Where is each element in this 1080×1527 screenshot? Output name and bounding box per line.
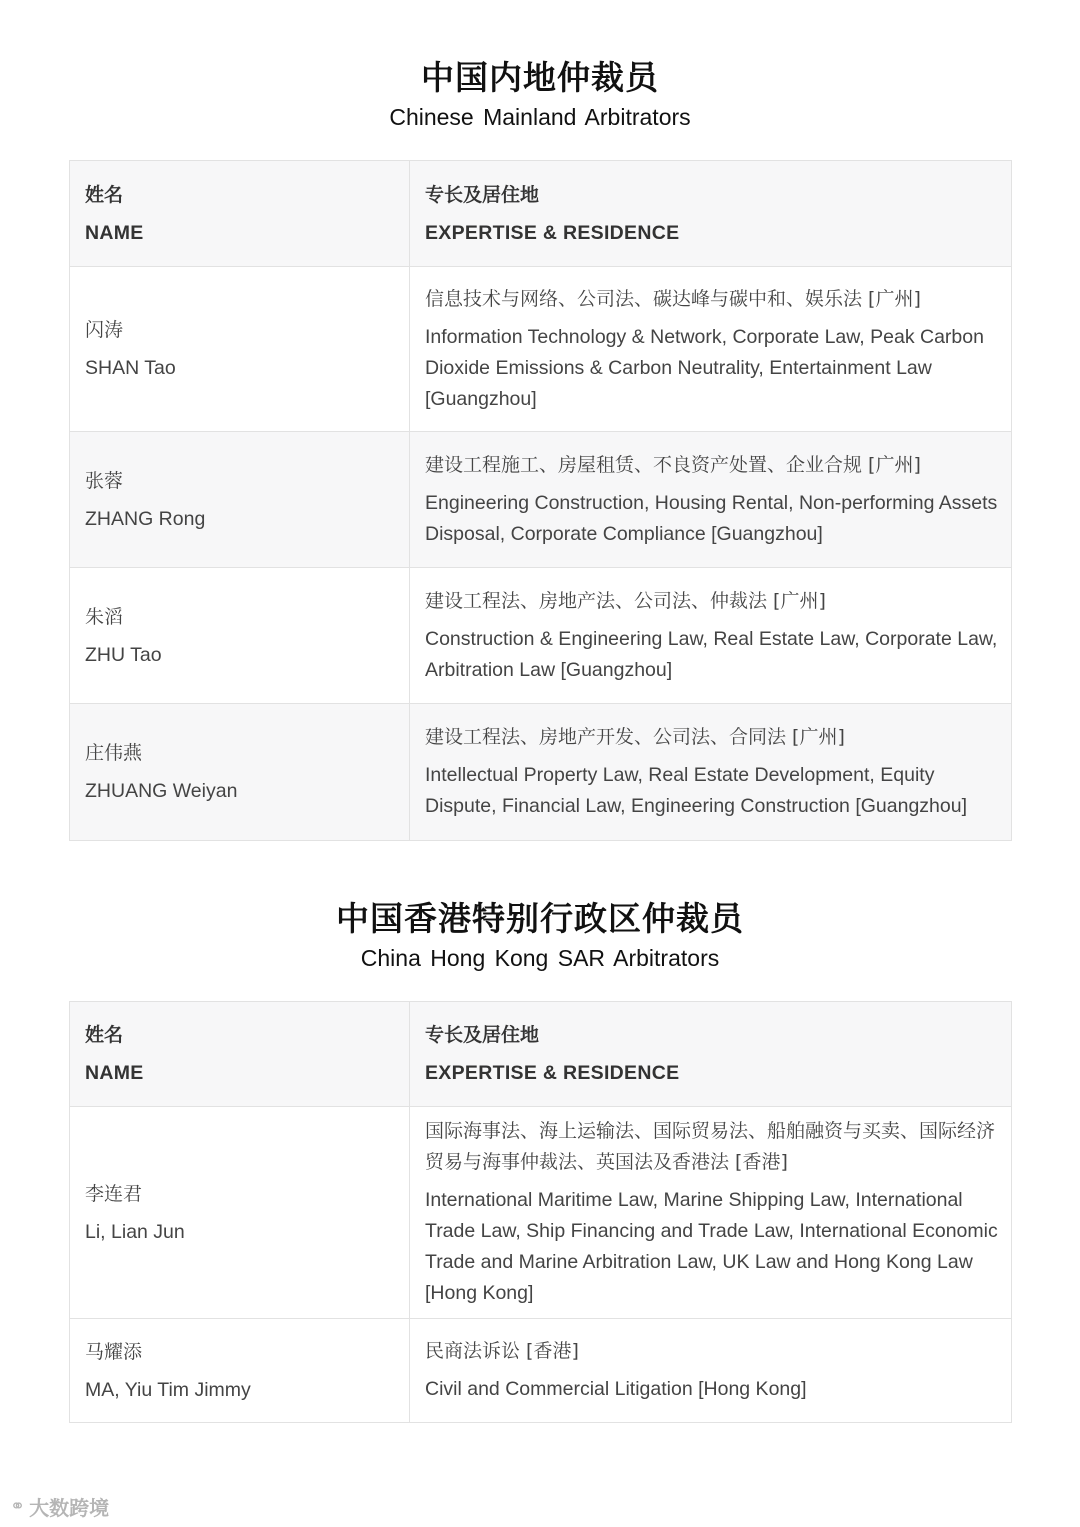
expertise-en: Civil and Commercial Litigation [Hong Kong] [425, 1378, 807, 1400]
arbitrator-name-cell [70, 704, 410, 840]
expertise-zh: 建设工程法、房地产法、公司法、仲裁法 [广州] [425, 589, 826, 612]
hongkong-arbitrators-table [69, 1001, 1012, 1423]
arbitrator-name-zh: 马耀添 [85, 1340, 143, 1363]
arbitrator-name-cell [70, 1107, 410, 1318]
arbitrator-expertise-cell [410, 704, 1011, 840]
expertise-en: Intellectual Property Law, Real Estate Development, Equity Dispute, Financial Law, Engineering Construction [Guangzhou] [425, 764, 967, 817]
table-row [70, 267, 1011, 432]
arbitrator-name-en: MA, Yiu Tim Jimmy [85, 1378, 251, 1401]
expertise-zh: 信息技术与网络、公司法、碳达峰与碳中和、娱乐法 [广州] [425, 287, 921, 310]
header-name-en: NAME [85, 221, 144, 244]
arbitrator-name-en: ZHUANG Weiyan [85, 780, 238, 802]
expertise-en: Information Technology & Network, Corporate Law, Peak Carbon Dioxide Emissions & Carbon Neutrality, Entertainment Law [Guangzhou] [425, 325, 984, 410]
header-name-cell [70, 161, 410, 266]
arbitrator-name-cell [70, 1319, 410, 1422]
arbitrator-name-zh: 李连君 [85, 1182, 143, 1205]
table-row [70, 1107, 1011, 1319]
header-name-zh: 姓名 [85, 183, 124, 206]
arbitrator-name-en: ZHU Tao [85, 643, 162, 666]
expertise-zh: 建设工程施工、房屋租赁、不良资产处置、企业合规 [广州] [425, 453, 921, 476]
footer-logo-text: 大数跨境 [29, 1496, 110, 1520]
arbitrator-expertise-cell [410, 432, 1011, 567]
expertise-en: Construction & Engineering Law, Real Estate Law, Corporate Law, Arbitration Law [Guangzhou] [425, 627, 998, 681]
header-expertise-cell [410, 1002, 1011, 1106]
arbitrator-name-zh: 庄伟燕 [85, 742, 143, 764]
mainland-arbitrators-table [69, 160, 1012, 841]
arbitrator-name-zh: 张蓉 [85, 469, 124, 492]
footer-logo [10, 1492, 109, 1521]
arbitrator-expertise-cell [410, 267, 1011, 431]
arbitrator-name-en: SHAN Tao [85, 357, 176, 379]
arbitrator-expertise-cell [410, 1107, 1011, 1318]
arbitrator-name-cell [70, 267, 410, 431]
expertise-zh: 建设工程法、房地产开发、公司法、合同法 [广州] [425, 726, 845, 748]
header-name-zh: 姓名 [85, 1024, 124, 1046]
table-row [70, 568, 1011, 704]
expertise-en: Engineering Construction, Housing Rental, Non-performing Assets Disposal, Corporate Compliance [Guangzhou] [425, 491, 998, 545]
header-name-en: NAME [85, 1062, 144, 1084]
arbitrator-name-en: ZHANG Rong [85, 507, 206, 530]
header-expertise-cell [410, 161, 1011, 266]
expertise-zh: 国际海事法、海上运输法、国际贸易法、船舶融资与买卖、国际经济贸易与海事仲裁法、英国法及香港法 [香港] [425, 1120, 996, 1173]
arbitrator-name-en: Li, Lian Jun [85, 1220, 185, 1243]
expertise-zh: 民商法诉讼 [香港] [425, 1340, 579, 1362]
table-row [70, 432, 1011, 568]
arbitrator-name-cell [70, 568, 410, 703]
mainland-title-zh: 中国内地仲裁员 [421, 58, 659, 97]
arbitrator-expertise-cell [410, 1319, 1011, 1422]
mainland-title-en: Chinese Mainland Arbitrators [389, 104, 691, 130]
chat-bubble-icon: ⚭ [10, 1496, 26, 1517]
header-expertise-zh: 专长及居住地 [425, 183, 540, 206]
header-expertise-zh: 专长及居住地 [425, 1024, 540, 1046]
hongkong-title-zh: 中国香港特别行政区仲裁员 [336, 899, 744, 938]
arbitrator-name-cell [70, 432, 410, 567]
expertise-en: International Maritime Law, Marine Shipping Law, International Trade Law, Ship Financing and Trade Law, International Economic Trade and Marine Arbitration Law, UK Law and Hong Kong Law [Hong Kong] [425, 1189, 998, 1304]
header-expertise-en: EXPERTISE & RESIDENCE [425, 1062, 680, 1084]
table-row [70, 1319, 1011, 1423]
table-header-row [70, 161, 1011, 267]
header-expertise-en: EXPERTISE & RESIDENCE [425, 221, 680, 244]
hongkong-title-en: China Hong Kong SAR Arbitrators [360, 945, 720, 971]
header-name-cell [70, 1002, 410, 1106]
arbitrator-name-zh: 闪涛 [85, 319, 124, 341]
arbitrator-expertise-cell [410, 568, 1011, 703]
table-header-row [70, 1002, 1011, 1107]
arbitrator-name-zh: 朱滔 [85, 605, 124, 628]
table-row [70, 704, 1011, 841]
